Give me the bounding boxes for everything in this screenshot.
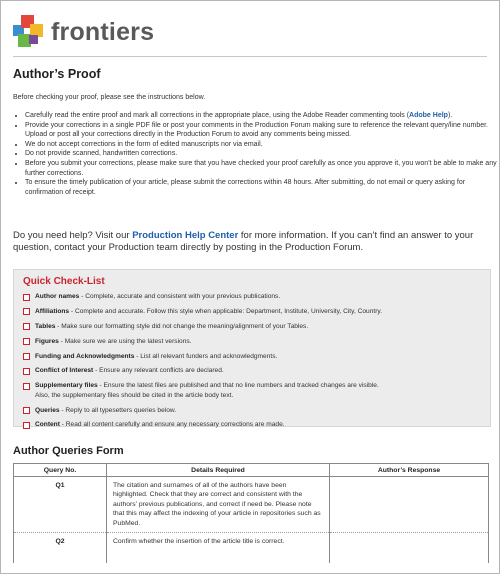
checklist-item-label: Tables [35,322,56,330]
checklist-item-label: Content [35,421,60,429]
instructions-list [13,111,499,197]
frontiers-logo [13,15,154,49]
checklist-item [23,307,484,316]
checklist-item-text: - Read all content carefully and ensure any necessary corrections are made. [59,421,285,429]
author-queries-table [13,463,489,563]
checkbox[interactable] [23,383,30,390]
instruction-item: • To ensure the timely publication of your article, please submit the corrections within 48 hours. After submitting, do not email or query asking for confirmation of receipt. [25,178,499,197]
checkbox[interactable] [23,422,30,429]
checkbox[interactable] [23,368,30,375]
table-row [14,533,489,564]
help-paragraph [13,230,489,254]
checklist-item-text: - Ensure the latest files are published and that no line numbers and tracked changes are visible. [97,382,379,390]
checkbox[interactable] [23,407,30,414]
column-header: Author’s Response [330,464,489,477]
table-header-row [14,464,489,477]
frontiers-logo-icon [13,15,47,49]
checklist-item-label: Queries [35,406,60,414]
instruction-item: • Do not provide scanned, handwritten corrections. [25,149,499,159]
author-response-field[interactable] [330,477,489,533]
checklist-item-label: Author names [35,293,80,300]
query-details: The citation and surnames of all of the authors have been highlighted. Check that they are correct and consistent with the authors’ previous publications, and correct if need be. Please note that this may affect the indexing of your article in repositories such as PubMed. [107,477,330,533]
checkbox[interactable] [23,353,30,360]
instruction-item: • We do not accept corrections in the form of edited manuscripts nor via email. [25,140,499,150]
checklist-item [23,292,484,301]
checklist-item-label: Supplementary files [35,382,98,390]
checklist-item-text: - List all relevant funders and acknowledgments. [134,352,278,360]
instruction-item: • Provide your corrections in a single PDF file or post your comments in the Production Forum making sure to reference the relevant query/line number. Upload or post all your corrections directly in the Production Forum to avoid any comments being missed. [25,121,499,140]
column-header: Query No. [14,464,107,477]
checklist-item [23,337,484,346]
logo-text: frontiers [51,17,155,46]
checklist-item-extra: Also, the supplementary files should be cited in the article body text. [35,391,234,399]
checklist-item-text: - Complete and accurate. Follow this style when applicable: Department, Institute, University, City, Country. [69,307,383,315]
checklist-item [23,352,484,361]
author-response-field[interactable] [330,533,489,564]
table-row [14,477,489,533]
checklist-item-label: Affiliations [35,307,70,315]
checklist-item [23,406,484,415]
checklist-item [23,381,484,400]
checkbox[interactable] [23,294,30,301]
adobe-help-link[interactable]: Adobe Help [409,112,448,119]
checklist-items [23,292,484,435]
checklist-item-label: Conflict of Interest [35,367,94,375]
instruction-text: Carefully read the entire proof and mark all corrections in the appropriate place, using the Adobe Reader commenting tools ( [25,112,410,119]
checklist-item [23,366,484,375]
instruction-text: ). [447,112,453,119]
checklist-item-text: - Make sure our formatting style did not change the meaning/alignment of your Tables. [55,322,309,330]
checklist-title: Quick Check-List [23,276,105,287]
checkbox[interactable] [23,323,30,330]
query-details: Confirm whether the insertion of the article title is correct. [107,533,330,564]
production-help-center-link[interactable]: Production Help Center [132,230,239,241]
quick-checklist [13,269,491,427]
checklist-item-text: - Ensure any relevant conflicts are declared. [93,367,224,375]
checklist-item-text: - Complete, accurate and consistent with your previous publications. [79,293,281,300]
checklist-item [23,322,484,331]
help-text: for more information. If you can’t find an answer to your question, contact your Production team directly by posting in the Production Forum. [13,230,474,253]
checkbox[interactable] [23,308,30,315]
checklist-item-label: Figures [35,337,59,345]
checklist-item-label: Funding and Acknowledgments [35,352,135,360]
queries-form-title: Author Queries Form [13,445,124,457]
checklist-item-text: - Make sure we are using the latest versions. [58,337,192,345]
query-number: Q1 [14,477,107,533]
checklist-item-text: - Reply to all typesetters queries below. [59,406,177,414]
query-number: Q2 [14,533,107,564]
intro-text: Before checking your proof, please see the instructions below. [13,94,206,101]
checkbox[interactable] [23,338,30,345]
instruction-item [25,111,499,121]
header-divider [13,56,487,57]
page-title: Author’s Proof [13,67,101,81]
help-text: Do you need help? Visit our [13,230,133,241]
column-header: Details Required [107,464,330,477]
checklist-item [23,420,484,429]
instruction-item: • Before you submit your corrections, please make sure that you have checked your proof carefully as once you approve it, you won’t be able to make any further corrections. [25,159,499,178]
